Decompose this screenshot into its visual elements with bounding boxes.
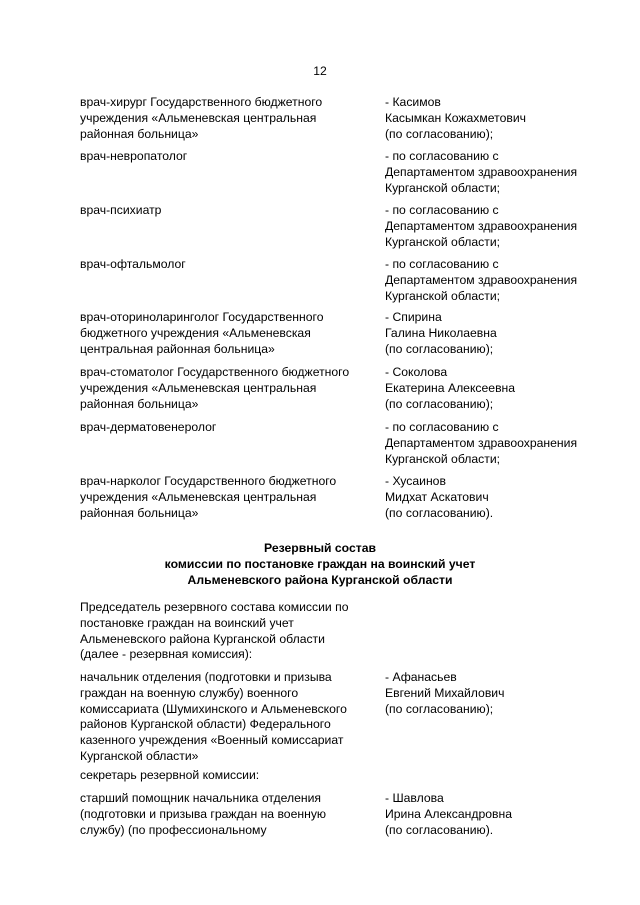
reserve-heading-line-1: Резервный состав xyxy=(264,541,376,555)
entry-member-dermatovenereologist: - по согласованию с Департаментом здравоохранения Курганской области; xyxy=(385,420,578,466)
entry-member-ophthalmologist: - по согласованию с Департаментом здравоохранения Курганской области; xyxy=(385,257,578,303)
entry-member-surgeon: - Касимов Касымкан Кожахметович (по согласованию); xyxy=(385,95,526,141)
entry-member-otolaryngologist: - Спирина Галина Николаевна (по согласованию); xyxy=(385,310,497,356)
reserve-secretary-role: старший помощник начальника отделения (подготовки и призыва граждан на военную службу) (по профессиональному xyxy=(80,791,327,837)
entry-role-otolaryngologist: врач-оториноларинголог Государственного бюджетного учреждения «Альменевская центральная районная больница» xyxy=(80,310,324,356)
entry-role-dentist: врач-стоматолог Государственного бюджетного учреждения «Альменевская центральная районная больница» xyxy=(80,365,350,411)
entry-role-ophthalmologist: врач-офтальмолог xyxy=(80,257,186,271)
reserve-heading-line-3: Альменевского района Курганской области xyxy=(187,572,453,587)
entry-role-dermatovenereologist: врач-дерматовенеролог xyxy=(80,420,217,434)
reserve-chair-member: - Афанасьев Евгений Михайлович (по согласованию); xyxy=(385,670,505,716)
reserve-section-heading xyxy=(0,541,640,588)
entry-role-psychiatrist: врач-психиатр xyxy=(80,203,162,217)
reserve-heading-line-2: комиссии по постановке граждан на воинский учет xyxy=(164,556,476,571)
reserve-secretary-member: - Шавлова Ирина Александровна (по согласованию). xyxy=(385,791,512,837)
reserve-chair-intro: Председатель резервного состава комиссии по постановке граждан на воинский учет Альменевского района Курганской области (далее - резервная комиссия): xyxy=(80,600,349,662)
entry-role-surgeon: врач-хирург Государственного бюджетного учреждения «Альменевская центральная районная больница» xyxy=(80,95,323,141)
entry-member-psychiatrist: - по согласованию с Департаментом здравоохранения Курганской области; xyxy=(385,203,578,249)
entry-role-narcologist: врач-нарколог Государственного бюджетного учреждения «Альменевская центральная районная больница» xyxy=(80,474,337,520)
entry-role-neurologist: врач-невропатолог xyxy=(80,149,188,163)
entry-member-neurologist: - по согласованию с Департаментом здравоохранения Курганской области; xyxy=(385,149,578,195)
reserve-secretary-intro: секретарь резервной комиссии: xyxy=(80,768,260,782)
page-number: 12 xyxy=(313,64,327,78)
entry-member-narcologist: - Хусаинов Мидхат Аскатович (по согласованию). xyxy=(385,474,494,520)
entry-member-dentist: - Соколова Екатерина Алексеевна (по согласованию); xyxy=(385,365,516,411)
reserve-chair-role: начальник отделения (подготовки и призыва граждан на военную службу) военного комиссариата (Шумихинского и Альменевского районов Курганской области) Федерального казенного учреждения «Военный комиссариат Курганской области» xyxy=(80,670,347,763)
